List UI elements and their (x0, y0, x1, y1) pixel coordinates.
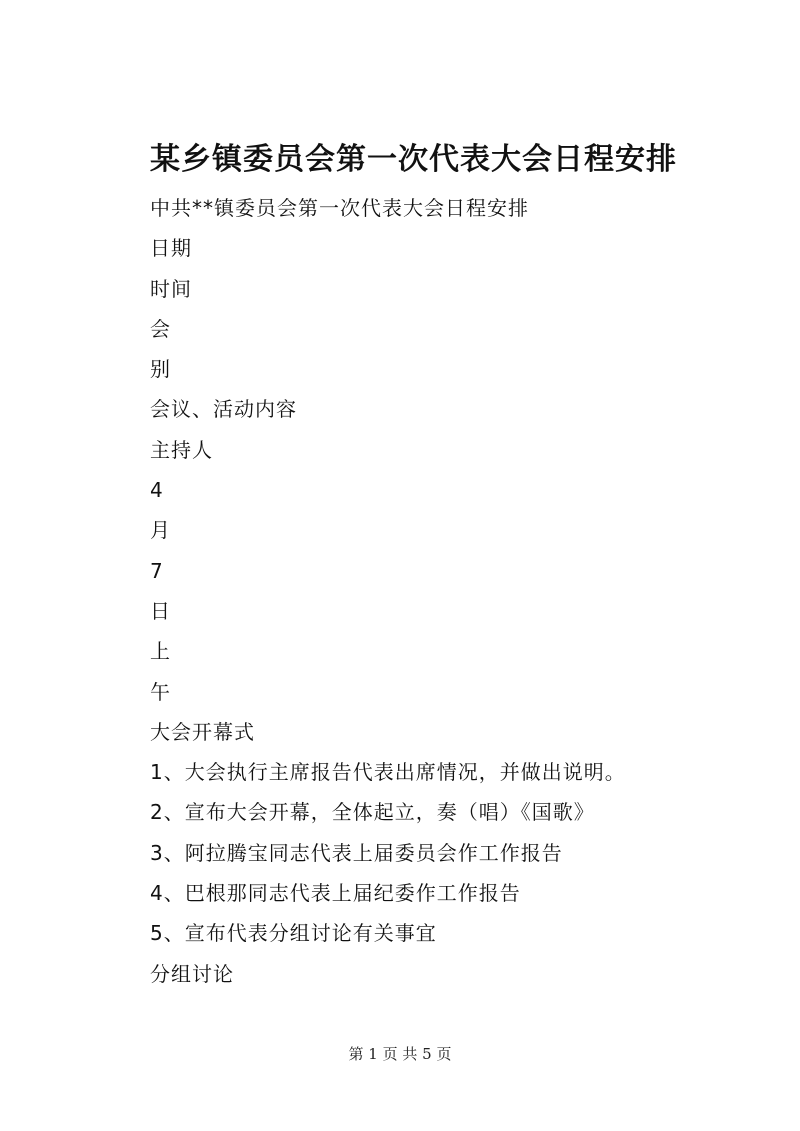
body-line: 5、宣布代表分组讨论有关事宜 (150, 921, 437, 946)
body-line: 3、阿拉腾宝同志代表上届委员会作工作报告 (150, 840, 563, 865)
body-line: 午 (150, 679, 171, 704)
body-line: 1、大会执行主席报告代表出席情况，并做出说明。 (150, 760, 626, 785)
body-line: 2、宣布大会开幕，全体起立，奏（唱）《国歌》 (150, 800, 595, 825)
body-line: 日 (150, 598, 171, 623)
page-title: 某乡镇委员会第一次代表大会日程安排 (150, 142, 677, 177)
body-line: 4、巴根那同志代表上届纪委作工作报告 (150, 881, 521, 906)
body-line: 会 (150, 316, 171, 341)
page-number-footer: 第 1 页 共 5 页 (348, 1045, 452, 1063)
body-line: 大会开幕式 (150, 719, 255, 744)
body-line: 4 (150, 478, 164, 503)
body-line: 上 (150, 639, 171, 664)
body-line: 日期 (150, 236, 192, 261)
body-line: 主持人 (150, 437, 213, 462)
body-line-subtitle: 中共**镇委员会第一次代表大会日程安排 (150, 196, 529, 220)
body-line: 时间 (150, 276, 192, 301)
body-line: 会议、活动内容 (150, 397, 297, 422)
body-line: 分组讨论 (150, 961, 234, 986)
body-line: 别 (150, 357, 171, 382)
body-line: 月 (150, 518, 171, 543)
body-line: 7 (150, 558, 164, 583)
document-body (150, 188, 750, 994)
